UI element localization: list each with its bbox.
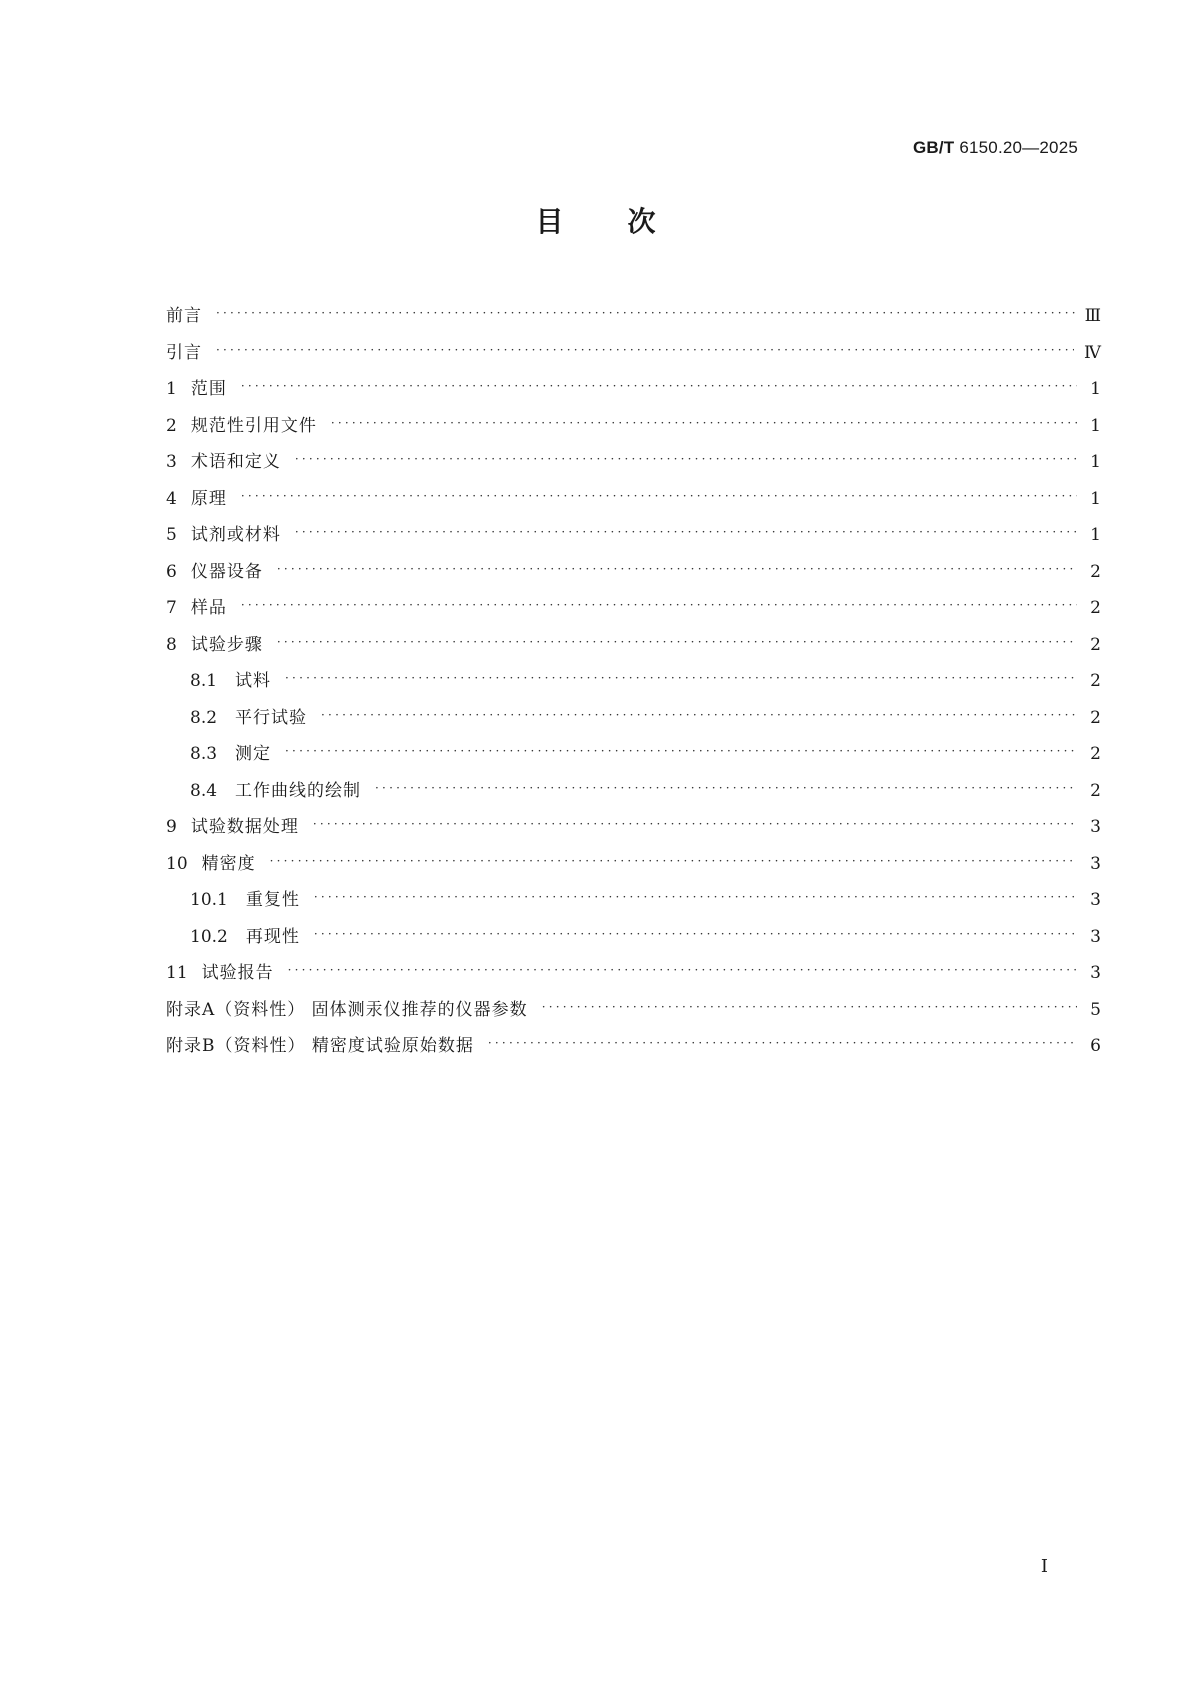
toc-entry-page: 1 — [1090, 488, 1101, 509]
toc-entry-label: 引言 — [166, 342, 202, 363]
toc-dot-leader — [314, 927, 1077, 941]
toc-entry[interactable] — [166, 739, 1101, 776]
toc-dot-leader — [285, 744, 1077, 758]
toc-entry-page: 3 — [1090, 853, 1101, 874]
toc-entry-label: 原理 — [190, 488, 227, 509]
toc-entry-label: 试验报告 — [201, 963, 274, 983]
toc-entry[interactable] — [166, 849, 1101, 886]
toc-dot-leader — [295, 525, 1077, 539]
toc-dot-leader — [314, 890, 1077, 904]
toc-entry-page: 2 — [1090, 598, 1101, 618]
toc-entry[interactable] — [166, 776, 1101, 813]
toc-entry-label: 工作曲线的绘制 — [235, 780, 362, 801]
toc-entry[interactable] — [166, 922, 1101, 959]
toc-entry[interactable] — [166, 338, 1101, 375]
toc-entry-label: 附录B（资料性） 精密度试验原始数据 — [166, 1036, 474, 1056]
toc-entry-number: 8.2 — [190, 707, 218, 728]
toc-entry-page: 1 — [1090, 379, 1101, 399]
toc-dot-leader — [241, 489, 1077, 503]
toc-entry[interactable] — [166, 301, 1101, 338]
page-number: Ⅰ — [1040, 1556, 1048, 1577]
table-of-contents — [166, 301, 1101, 1068]
toc-dot-leader — [295, 452, 1077, 466]
toc-entry-page: 3 — [1090, 926, 1101, 947]
toc-entry-page: 3 — [1090, 817, 1101, 837]
toc-dot-leader — [285, 671, 1077, 685]
toc-entry-page: Ⅳ — [1084, 342, 1101, 363]
toc-entry[interactable] — [166, 885, 1101, 922]
toc-entry-number: 3 — [166, 452, 177, 472]
toc-entry[interactable] — [166, 520, 1101, 557]
toc-entry-number: 10 — [166, 853, 188, 874]
toc-dot-leader — [375, 781, 1077, 795]
toc-entry-label: 附录A（资料性） 固体测汞仪推荐的仪器参数 — [166, 999, 528, 1020]
toc-dot-leader — [241, 379, 1077, 393]
toc-entry-number: 8.1 — [190, 671, 218, 691]
standard-code — [913, 138, 1078, 158]
toc-entry-page: 2 — [1090, 561, 1101, 582]
toc-entry-label: 试验数据处理 — [190, 817, 299, 837]
toc-entry-number: 4 — [166, 488, 177, 509]
toc-dot-leader — [313, 817, 1077, 831]
toc-entry-label: 规范性引用文件 — [190, 415, 317, 436]
toc-entry[interactable] — [166, 703, 1101, 740]
standard-code-number: 6150.20—2025 — [954, 138, 1078, 157]
toc-entry-number: 8 — [166, 634, 177, 655]
toc-entry-page: 2 — [1090, 780, 1101, 801]
toc-entry-label: 仪器设备 — [190, 561, 263, 582]
toc-entry-label: 试料 — [235, 671, 272, 691]
toc-dot-leader — [270, 854, 1077, 868]
toc-dot-leader — [277, 562, 1077, 576]
toc-entry-page: 3 — [1090, 890, 1101, 910]
toc-entry-label: 试剂或材料 — [190, 525, 281, 545]
toc-entry-number: 2 — [166, 415, 177, 436]
toc-entry-number: 5 — [166, 525, 177, 545]
toc-dot-leader — [331, 416, 1077, 430]
toc-entry-number: 10.2 — [190, 926, 228, 947]
toc-entry-number: 8.3 — [190, 744, 218, 764]
toc-entry[interactable] — [166, 1031, 1101, 1068]
toc-entry-number: 10.1 — [190, 890, 228, 910]
toc-entry[interactable] — [166, 995, 1101, 1032]
toc-entry-number: 11 — [166, 963, 188, 983]
toc-entry-page: 1 — [1090, 452, 1101, 472]
toc-entry-number: 7 — [166, 598, 177, 618]
toc-dot-leader — [542, 1000, 1077, 1014]
toc-dot-leader — [241, 598, 1077, 612]
toc-entry-number: 8.4 — [190, 780, 218, 801]
toc-entry-label: 试验步骤 — [190, 634, 263, 655]
toc-entry[interactable] — [166, 557, 1101, 594]
toc-entry-number: 6 — [166, 561, 177, 582]
toc-entry-label: 术语和定义 — [190, 452, 281, 472]
toc-entry-label: 样品 — [190, 598, 227, 618]
toc-entry-page: 1 — [1090, 415, 1101, 436]
toc-entry-number: 9 — [166, 817, 177, 837]
title-char-2: 次 — [627, 205, 656, 238]
toc-entry[interactable] — [166, 666, 1101, 703]
toc-entry-label: 重复性 — [245, 890, 300, 910]
toc-entry-page: 2 — [1090, 744, 1101, 764]
toc-entry[interactable] — [166, 812, 1101, 849]
standard-code-prefix: GB/T — [912, 138, 955, 157]
toc-entry[interactable] — [166, 484, 1101, 521]
toc-entry[interactable] — [166, 374, 1101, 411]
toc-entry-page: 6 — [1090, 1036, 1101, 1056]
toc-entry-page: Ⅲ — [1084, 306, 1101, 326]
toc-entry[interactable] — [166, 958, 1101, 995]
toc-entry[interactable] — [166, 630, 1101, 667]
toc-dot-leader — [216, 343, 1074, 357]
toc-entry-page: 2 — [1090, 707, 1101, 728]
toc-dot-leader — [488, 1036, 1077, 1050]
toc-entry-page: 5 — [1090, 999, 1101, 1020]
toc-entry[interactable] — [166, 593, 1101, 630]
toc-entry-label: 范围 — [190, 379, 227, 399]
toc-entry-number: 1 — [166, 379, 177, 399]
page-title — [0, 200, 1191, 240]
title-char-1: 目 — [535, 205, 564, 238]
toc-entry-page: 2 — [1090, 634, 1101, 655]
toc-entry-label: 精密度 — [201, 853, 256, 874]
toc-entry-label: 平行试验 — [235, 707, 308, 728]
toc-dot-leader — [321, 708, 1077, 722]
toc-entry-label: 前言 — [166, 306, 202, 326]
toc-entry[interactable] — [166, 411, 1101, 448]
toc-entry-label: 测定 — [235, 744, 272, 764]
toc-dot-leader — [288, 963, 1077, 977]
toc-entry-page: 1 — [1090, 525, 1101, 545]
toc-dot-leader — [216, 306, 1075, 320]
toc-entry[interactable] — [166, 447, 1101, 484]
toc-entry-page: 3 — [1090, 963, 1101, 983]
toc-entry-page: 2 — [1090, 671, 1101, 691]
toc-entry-label: 再现性 — [245, 926, 300, 947]
toc-dot-leader — [277, 635, 1077, 649]
